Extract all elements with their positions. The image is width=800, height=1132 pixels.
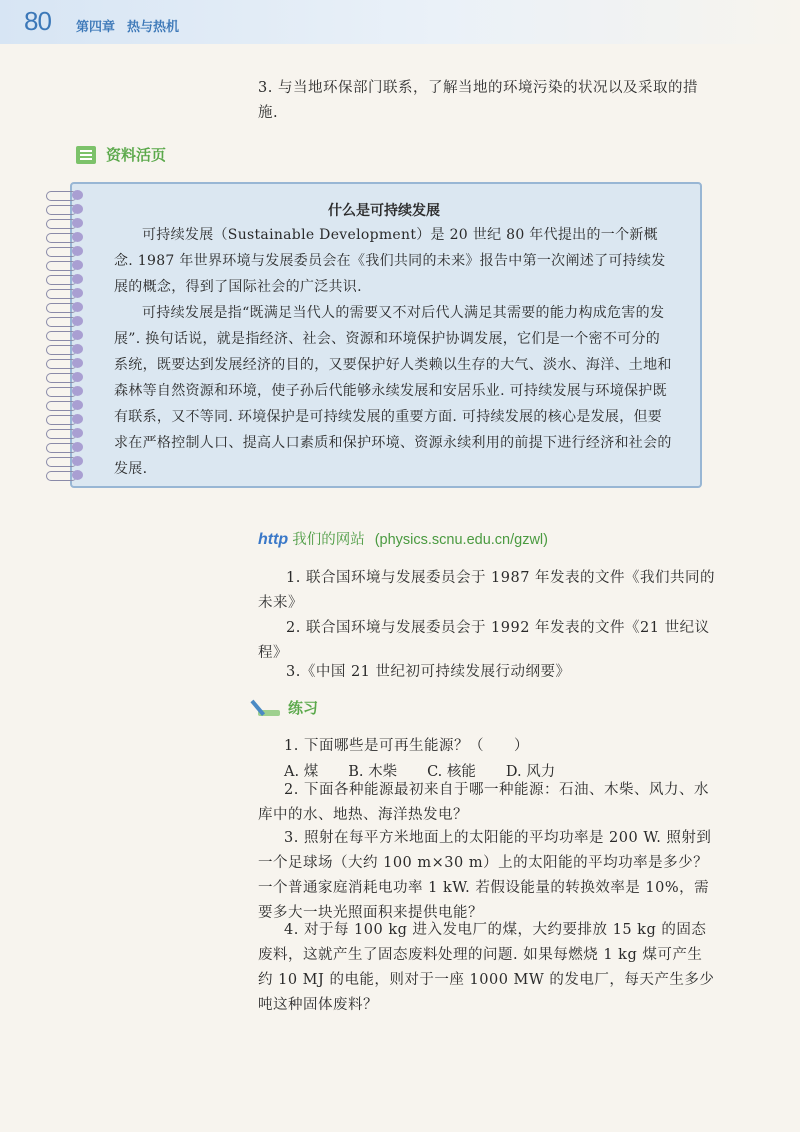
- spiral-binding: [46, 190, 96, 480]
- info-section-heading: [76, 144, 166, 165]
- info-title: 什么是可持续发展: [328, 203, 440, 219]
- chapter-heading: [76, 16, 179, 35]
- website-item-1: 1. 联合国环境与发展委员会于 1987 年发表的文件《我们共同的未来》: [258, 570, 716, 611]
- q1-option-c: C. 核能: [427, 764, 476, 780]
- exercise-q4: 4. 对于每 100 kg 进入发电厂的煤，大约要排放 15 kg 的固态废料，这就产生了固态废料处理的问题. 如果每燃烧 1 kg 煤可产生约 10 MJ 的电能，则对于一座 1000 MW 的发电厂，每天产生多少吨这种固体废料？: [258, 922, 715, 1013]
- exercise-q2: 2. 下面各种能源最初来自于哪一种能源：石油、木柴、风力、水库中的水、地热、海洋热发电？: [258, 782, 709, 823]
- website-label: 我们的网站: [292, 532, 365, 548]
- website-item-2: 2. 联合国环境与发展委员会于 1992 年发表的文件《21 世纪议程》: [258, 620, 710, 661]
- website-url[interactable]: (physics.scnu.edu.cn/gzwl): [374, 532, 548, 548]
- intro-item: 3. 与当地环保部门联系，了解当地的环境污染的状况以及采取的措施.: [258, 80, 698, 121]
- exercise-q1: 1. 下面哪些是可再生能源？（ ）: [284, 738, 529, 754]
- website-item-3: 3.《中国 21 世纪初可持续发展行动纲要》: [286, 664, 571, 680]
- q1-option-d: D. 风力: [505, 764, 556, 780]
- http-logo-icon: http: [258, 531, 289, 548]
- website-heading: [258, 528, 548, 549]
- chapter-number: 第四章: [76, 20, 116, 35]
- page-number: 80: [24, 6, 51, 36]
- pencil-icon: [256, 696, 282, 718]
- chapter-title: 热与热机: [127, 20, 180, 35]
- q1-option-a: A. 煤: [284, 764, 319, 780]
- exercise-q3: 3. 照射在每平方米地面上的太阳能的平均功率是 200 W. 照射到一个足球场（大约 100 m×30 m）上的太阳能的平均功率是多少？一个普通家庭消耗电功率 1 kW. 若假设能量的转换效率是 10%，需要多大一块光照面积来提供电能？: [258, 830, 712, 921]
- exercise-heading: [256, 696, 318, 718]
- exercise-label: 练习: [288, 698, 319, 717]
- info-paragraph-1: 可持续发展（Sustainable Development）是 20 世纪 80 年代提出的一个新概念. 1987 年世界环境与发展委员会在《我们共同的未来》报告中第一次阐述了可持续发展的概念，得到了国际社会的广泛共识.: [114, 227, 666, 295]
- info-paragraph-2: 可持续发展是指“既满足当代人的需要又不对后代人满足其需要的能力构成危害的发展”. 换句话说，就是指经济、社会、资源和环境保护协调发展，它们是一个密不可分的系统，既要达到发展经济的目的，又要保护好人类赖以生存的大气、淡水、海洋、土地和森林等自然资源和环境，使子孙后代能够永续发展和安居乐业. 可持续发展与环境保护既有联系，又不等同. 环境保护是可持续发展的重要方面. 可持续发展的核心是发展，但要求在严格控制人口、提高人口素质和保护环境、资源永续利用的前提下进行经济和社会的发展.: [114, 305, 672, 477]
- info-section-label: 资料活页: [106, 146, 167, 164]
- q1-option-b: B. 木柴: [348, 764, 398, 780]
- document-icon: [76, 146, 96, 164]
